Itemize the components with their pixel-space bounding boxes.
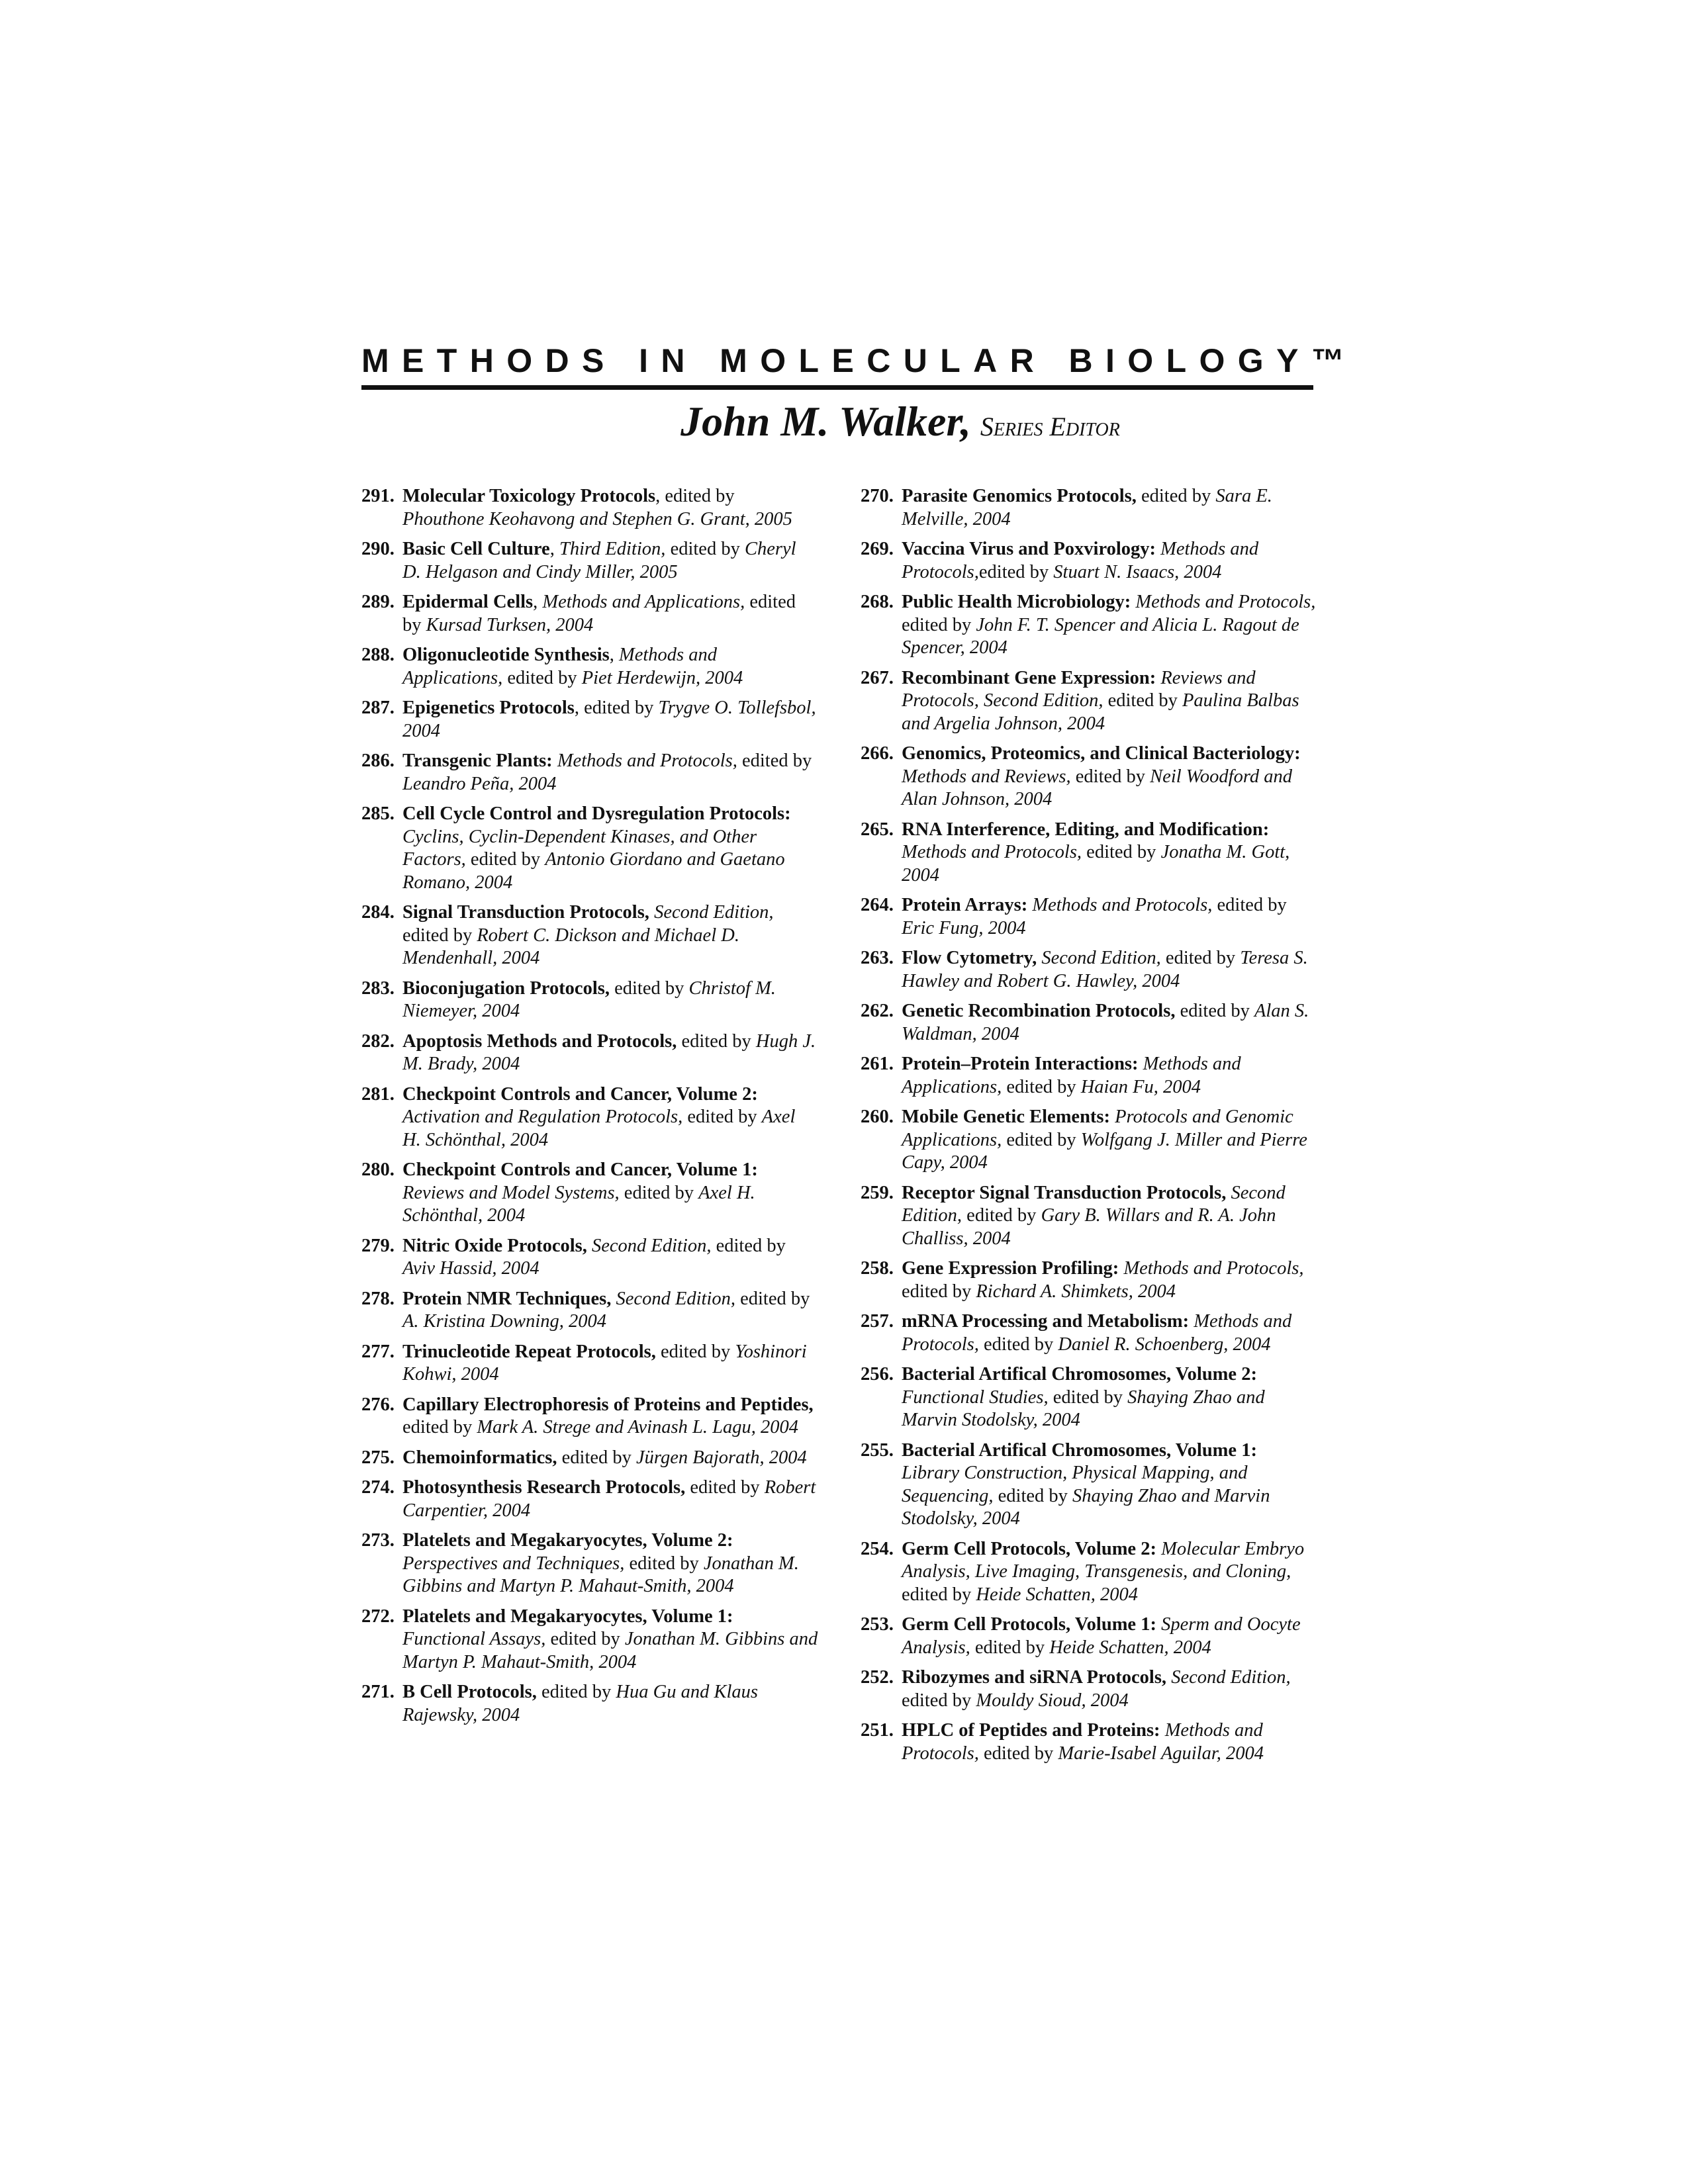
edited-by-label: edited by — [402, 925, 477, 946]
volume-editors: Alan S. Waldman, 2004 — [902, 1001, 1309, 1044]
edited-by-label: edited by — [711, 1235, 786, 1256]
volume-title: Recombinant Gene Expression: — [902, 667, 1156, 688]
series-volume-entry — [861, 1000, 1317, 1046]
volume-title: Platelets and Megakaryocytes, Volume 1: — [402, 1606, 733, 1627]
volume-editors: Jonatha M. Gott, 2004 — [902, 842, 1290, 886]
volume-number: 258. — [861, 1258, 894, 1279]
edited-by-label: edited by — [660, 1341, 735, 1362]
volume-number: 254. — [861, 1538, 894, 1559]
volume-title: Germ Cell Protocols, Volume 1: — [902, 1614, 1156, 1635]
volume-number: 288. — [361, 645, 395, 665]
space — [614, 645, 619, 665]
edited-by-label: edited by — [962, 1205, 1041, 1226]
series-volume-entry — [861, 1310, 1317, 1356]
volume-subtitle: Molecular Embryo Analysis, Live Imaging, Transgenesis, and Cloning, — [902, 1538, 1305, 1582]
volume-editors: Robert C. Dickson and Michael D. Mendenhall, 2004 — [402, 925, 739, 968]
series-volume-entry — [361, 978, 818, 1023]
series-volume-entry — [861, 1106, 1317, 1175]
edited-by-label: edited by — [978, 1334, 1058, 1355]
volume-subtitle: Second Edition, — [1171, 1667, 1291, 1688]
volume-editors: Heide Schatten, 2004 — [1049, 1637, 1211, 1658]
volume-title: Bacterial Artifical Chromosomes, Volume 1: — [902, 1439, 1257, 1461]
space — [656, 1342, 661, 1362]
volume-editors: Wolfgang J. Miller and Pierre Capy, 2004 — [902, 1129, 1307, 1173]
edited-by-label: edited by — [561, 1447, 637, 1468]
volume-number: 277. — [361, 1341, 395, 1362]
edited-by-label: edited by — [993, 1485, 1073, 1506]
volume-subtitle: Sperm and Oocyte Analysis, — [902, 1614, 1301, 1658]
volume-editors: Antonio Giordano and Gaetano Romano, 2004 — [402, 849, 785, 893]
series-volume-entry — [861, 1053, 1317, 1099]
volume-editors: Shaying Zhao and Marvin Stodolsky, 2004 — [902, 1485, 1270, 1529]
volume-title: Oligonucleotide Synthesis — [402, 645, 610, 665]
space — [537, 1682, 541, 1702]
title-separator: , — [574, 698, 580, 718]
volume-subtitle: Methods and Protocols, — [902, 539, 1259, 582]
editor-role: Series Editor — [980, 412, 1120, 441]
edited-by-label: edited by — [737, 751, 812, 771]
volume-subtitle: Methods and Applications, — [542, 592, 745, 612]
volume-title: Nitric Oxide Protocols, — [402, 1235, 587, 1256]
volume-title: Checkpoint Controls and Cancer, Volume 1: — [402, 1160, 758, 1180]
volume-editors: Paulina Balbas and Argelia Johnson, 2004 — [902, 690, 1299, 734]
volume-subtitle: Functional Assays, — [402, 1629, 546, 1649]
title-separator: , — [655, 486, 661, 506]
volume-title: Chemoinformatics, — [402, 1447, 557, 1468]
series-volume-entry — [861, 1363, 1317, 1432]
series-volume-entry — [361, 1235, 818, 1281]
volume-title: Checkpoint Controls and Cancer, Volume 2: — [402, 1083, 758, 1105]
space — [557, 1447, 562, 1468]
series-volume-entry — [361, 1394, 818, 1439]
volume-subtitle: Protocols and Genomic Applications, — [902, 1107, 1293, 1150]
volume-title: RNA Interference, Editing, and Modification: — [902, 819, 1270, 840]
edited-by-label: edited by — [619, 1182, 699, 1203]
volume-subtitle: Reviews and Protocols, Second Edition, — [902, 667, 1256, 711]
volume-title: Platelets and Megakaryocytes, Volume 2: — [402, 1530, 733, 1551]
volume-title: Protein Arrays: — [902, 895, 1028, 915]
volume-title: Mobile Genetic Elements: — [902, 1107, 1111, 1127]
volume-title: B Cell Protocols, — [402, 1682, 537, 1702]
volume-editors: Axel H. Schönthal, 2004 — [402, 1182, 755, 1226]
space — [1139, 1054, 1143, 1074]
series-volume-entry — [361, 1288, 818, 1334]
volume-number: 287. — [361, 698, 395, 718]
volume-number: 282. — [361, 1030, 395, 1052]
volume-title: Parasite Genomics Protocols, — [902, 486, 1137, 506]
edited-by-label: edited by — [1160, 948, 1241, 968]
edited-by-label: edited by — [735, 1288, 810, 1309]
title-separator: , — [609, 645, 614, 665]
volume-number: 275. — [361, 1447, 395, 1468]
volume-title: Cell Cycle Control and Dysregulation Protocols: — [402, 803, 791, 824]
volume-editors: Daniel R. Schoenberg, 2004 — [1058, 1334, 1271, 1355]
series-volume-entry — [861, 743, 1317, 811]
volume-editors: Neil Woodford and Alan Johnson, 2004 — [902, 766, 1292, 809]
volume-number: 263. — [861, 948, 894, 968]
space — [611, 1289, 616, 1309]
volume-editors: Phouthone Keohavong and Stephen G. Grant, 2005 — [402, 508, 792, 529]
volume-subtitle: Second Edition, — [616, 1288, 735, 1309]
left-column — [361, 485, 818, 1734]
series-volume-entry — [361, 1606, 818, 1674]
volume-subtitle: Cyclins, Cyclin-Dependent Kinases, and Other Factors, — [402, 826, 757, 870]
volume-editors: Piet Herdewijn, 2004 — [581, 667, 743, 688]
volume-editors: Leandro Peña, 2004 — [402, 773, 557, 794]
series-title: METHODS IN MOLECULAR BIOLOGY™ — [361, 342, 1358, 379]
volume-number: 278. — [361, 1288, 395, 1309]
volume-number: 268. — [861, 592, 894, 612]
volume-title: HPLC of Peptides and Proteins: — [902, 1720, 1160, 1741]
series-volume-entry — [361, 1681, 818, 1727]
series-volume-entry — [361, 1159, 818, 1228]
series-volume-entry — [361, 1529, 818, 1598]
series-volume-entry — [361, 1447, 818, 1470]
edited-by-label: edited by — [402, 592, 796, 635]
volume-number: 281. — [361, 1083, 395, 1105]
volume-subtitle: Library Construction, Physical Mapping, and Sequencing, — [902, 1463, 1248, 1506]
volume-number: 271. — [361, 1682, 395, 1702]
edited-by-label: edited by — [902, 614, 976, 635]
volume-title: Genetic Recombination Protocols, — [902, 1001, 1176, 1021]
series-volume-entry — [361, 1341, 818, 1387]
volume-editors: Jürgen Bajorath, 2004 — [636, 1447, 807, 1468]
volume-number: 264. — [861, 895, 894, 915]
volume-number: 289. — [361, 592, 395, 612]
volume-title: Signal Transduction Protocols, — [402, 902, 649, 923]
volume-subtitle: Second Edition, — [902, 1182, 1286, 1226]
edited-by-label: edited by — [681, 1030, 756, 1052]
volume-subtitle: Methods and Protocols, — [902, 1311, 1292, 1355]
title-separator: , — [533, 592, 538, 612]
edited-by-label: edited by — [614, 978, 689, 999]
series-volume-entry — [361, 901, 818, 970]
volume-subtitle: Methods and Protocols, — [902, 1720, 1263, 1764]
edited-by-label: edited by — [978, 561, 1054, 582]
series-volume-entry — [361, 591, 818, 637]
volume-title: Germ Cell Protocols, Volume 2: — [902, 1538, 1156, 1559]
volume-title: Receptor Signal Transduction Protocols, — [902, 1182, 1227, 1203]
space — [1160, 1720, 1165, 1741]
edited-by-label: edited by — [682, 1107, 762, 1127]
edited-by-label: edited by — [541, 1682, 616, 1702]
volume-editors: Christof M. Niemeyer, 2004 — [402, 978, 776, 1021]
edited-by-label: edited by — [1048, 1387, 1128, 1408]
volume-number: 252. — [861, 1667, 894, 1688]
volume-number: 279. — [361, 1235, 395, 1256]
editor-line — [0, 397, 1688, 446]
volume-subtitle: Activation and Regulation Protocols, — [402, 1107, 683, 1127]
volume-title: Epigenetics Protocols — [402, 698, 575, 718]
series-volume-entry — [861, 1538, 1317, 1607]
volume-number: 265. — [861, 819, 894, 840]
volume-title: Public Health Microbiology: — [902, 592, 1131, 612]
volume-subtitle: Reviews and Model Systems, — [402, 1182, 620, 1203]
series-volume-entry — [361, 697, 818, 743]
volume-editors: Mouldy Sioud, 2004 — [976, 1690, 1129, 1711]
series-volume-entry — [861, 1719, 1317, 1765]
series-volume-entry — [361, 485, 818, 531]
edited-by-label: edited by — [902, 1281, 976, 1302]
edited-by-label: edited by — [665, 486, 735, 506]
space — [649, 902, 654, 923]
volume-number: 255. — [861, 1439, 894, 1461]
volume-editors: Kursad Turksen, 2004 — [426, 614, 594, 635]
volume-number: 276. — [361, 1394, 395, 1415]
volume-editors: Cheryl D. Helgason and Cindy Miller, 2005 — [402, 539, 796, 582]
edited-by-label: edited by — [978, 1743, 1058, 1764]
edited-by-label: edited by — [1002, 1129, 1081, 1150]
space — [553, 751, 557, 771]
volume-number: 257. — [861, 1311, 894, 1332]
volume-subtitle: Methods and Protocols, — [1135, 592, 1316, 612]
series-volume-entry — [861, 538, 1317, 584]
volume-subtitle: Third Edition, — [559, 539, 666, 559]
title-rule — [361, 385, 1313, 390]
volume-title: Molecular Toxicology Protocols — [402, 486, 656, 506]
volume-title: Protein NMR Techniques, — [402, 1288, 612, 1309]
volume-number: 290. — [361, 539, 395, 559]
volume-editors: Yoshinori Kohwi, 2004 — [402, 1341, 807, 1385]
series-volume-entry — [361, 1030, 818, 1076]
volume-editors: John F. T. Spencer and Alicia L. Ragout de Spencer, 2004 — [902, 614, 1299, 658]
volume-editors: Hugh J. M. Brady, 2004 — [402, 1030, 816, 1074]
volume-title: Protein–Protein Interactions: — [902, 1054, 1139, 1074]
edited-by-label: edited by — [1180, 1001, 1254, 1021]
volume-number: 284. — [361, 902, 395, 923]
edited-by-label: edited by — [690, 1477, 765, 1498]
volume-title: Genomics, Proteomics, and Clinical Bacteriology: — [902, 743, 1301, 764]
title-separator: , — [549, 539, 555, 559]
volume-number: 260. — [861, 1107, 894, 1127]
volume-number: 251. — [861, 1720, 894, 1741]
series-volume-entry — [861, 667, 1317, 736]
space — [555, 539, 559, 559]
volume-editors: Trygve O. Tollefsbol, 2004 — [402, 698, 816, 741]
volume-editors: Hua Gu and Klaus Rajewsky, 2004 — [402, 1682, 758, 1725]
edited-by-label: edited by — [624, 1553, 704, 1574]
volume-subtitle: Methods and Applications, — [902, 1054, 1241, 1097]
series-volume-entry — [861, 947, 1317, 993]
volume-title: Bioconjugation Protocols, — [402, 978, 610, 999]
series-volume-entry — [861, 485, 1317, 531]
volume-number: 253. — [861, 1614, 894, 1635]
volume-editors: Marie-Isabel Aguilar, 2004 — [1058, 1743, 1264, 1764]
volume-editors: Shaying Zhao and Marvin Stodolsky, 2004 — [902, 1387, 1265, 1430]
volume-number: 280. — [361, 1160, 395, 1180]
volume-title: Basic Cell Culture — [402, 539, 550, 559]
series-volume-entry — [361, 644, 818, 690]
series-volume-entry — [361, 538, 818, 584]
volume-subtitle: Functional Studies, — [902, 1387, 1049, 1408]
volume-number: 262. — [861, 1001, 894, 1021]
volume-number: 269. — [861, 539, 894, 559]
volume-number: 261. — [861, 1054, 894, 1074]
edited-by-label: edited by — [402, 1417, 477, 1437]
volume-editors: Teresa S. Hawley and Robert G. Hawley, 2004 — [902, 948, 1308, 991]
volume-subtitle: Methods and Applications, — [402, 645, 718, 688]
series-volume-entry — [861, 1182, 1317, 1251]
volume-number: 283. — [361, 978, 395, 999]
volume-number: 267. — [861, 667, 894, 688]
volume-editors: Stuart N. Isaacs, 2004 — [1053, 561, 1222, 582]
volume-subtitle: Methods and Protocols, — [1032, 895, 1213, 915]
edited-by-label: edited by — [465, 849, 545, 870]
series-volume-entry — [861, 1614, 1317, 1659]
volume-title: mRNA Processing and Metabolism: — [902, 1311, 1190, 1332]
volume-editors: Aviv Hassid, 2004 — [402, 1258, 539, 1279]
volume-title: Capillary Electrophoresis of Proteins and Peptides, — [402, 1394, 814, 1415]
volume-title: Bacterial Artifical Chromosomes, Volume 2: — [902, 1364, 1257, 1385]
volume-number: 272. — [361, 1606, 395, 1627]
edited-by-label: edited by — [584, 698, 659, 718]
volume-number: 274. — [361, 1477, 395, 1498]
space — [587, 1236, 592, 1256]
volume-title: Gene Expression Profiling: — [902, 1258, 1119, 1279]
space — [1175, 1001, 1180, 1021]
edited-by-label: edited by — [1070, 766, 1150, 787]
volume-title: Transgenic Plants: — [402, 751, 553, 771]
volume-title: Photosynthesis Research Protocols, — [402, 1477, 686, 1498]
edited-by-label: edited by — [902, 1584, 976, 1605]
volume-editors: Eric Fung, 2004 — [902, 917, 1026, 938]
series-volume-entry — [361, 803, 818, 894]
series-volume-entry — [861, 819, 1317, 887]
right-column — [861, 485, 1317, 1772]
edited-by-label: edited by — [545, 1629, 625, 1649]
space — [1156, 1539, 1161, 1559]
volume-editors: Sara E. Melville, 2004 — [902, 486, 1272, 529]
volume-editors: Jonathan M. Gibbins and Martyn P. Mahaut-Smith, 2004 — [402, 1553, 799, 1596]
volume-title: Flow Cytometry, — [902, 948, 1037, 968]
edited-by-label: edited by — [1141, 486, 1216, 506]
volume-number: 273. — [361, 1530, 395, 1551]
volume-title: Epidermal Cells — [402, 592, 534, 612]
volume-title: Ribozymes and siRNA Protocols, — [902, 1667, 1167, 1688]
volume-editors: Jonathan M. Gibbins and Martyn P. Mahaut-Smith, 2004 — [402, 1629, 818, 1672]
edited-by-label: edited by — [1082, 842, 1161, 862]
edited-by-label: edited by — [1002, 1076, 1081, 1097]
volume-subtitle: Second Edition, — [592, 1235, 712, 1256]
volume-number: 266. — [861, 743, 894, 764]
volume-editors: Haian Fu, 2004 — [1080, 1076, 1201, 1097]
volume-editors: Mark A. Strege and Avinash L. Lagu, 2004 — [477, 1417, 798, 1437]
edited-by-label: edited by — [902, 1690, 976, 1711]
series-volume-entry — [361, 750, 818, 796]
volume-editors: Heide Schatten, 2004 — [976, 1584, 1138, 1605]
volume-subtitle: Methods and Protocols, — [557, 751, 737, 771]
series-volume-entry — [861, 591, 1317, 660]
edited-by-label: edited by — [665, 539, 745, 559]
series-volume-entry — [861, 1666, 1317, 1712]
series-volume-entry — [861, 1257, 1317, 1303]
volume-title: Trinucleotide Repeat Protocols, — [402, 1341, 656, 1362]
edited-by-label: edited by — [970, 1637, 1050, 1658]
edited-by-label: edited by — [1103, 690, 1182, 711]
volume-editors: Gary B. Willars and R. A. John Challiss, 2004 — [902, 1205, 1276, 1249]
series-volume-entry — [361, 1477, 818, 1522]
volume-editors: Robert Carpentier, 2004 — [402, 1477, 816, 1521]
series-volume-entry — [361, 1083, 818, 1152]
volume-title: Vaccina Virus and Poxvirology: — [902, 539, 1156, 559]
volume-number: 286. — [361, 751, 395, 771]
volume-number: 259. — [861, 1182, 894, 1203]
volume-title: Apoptosis Methods and Protocols, — [402, 1030, 677, 1052]
volume-number: 256. — [861, 1364, 894, 1385]
volume-subtitle: Methods and Protocols, — [902, 842, 1082, 862]
volume-subtitle: Methods and Protocols, — [1123, 1258, 1304, 1279]
series-volume-entry — [861, 1439, 1317, 1531]
volume-subtitle: Second Edition, — [1041, 948, 1161, 968]
volume-editors: A. Kristina Downing, 2004 — [402, 1311, 606, 1332]
volume-number: 270. — [861, 486, 894, 506]
volume-subtitle: Methods and Reviews, — [902, 766, 1071, 787]
series-volume-entry — [861, 894, 1317, 940]
editor-name: John M. Walker, — [680, 398, 971, 445]
volume-subtitle: Second Edition, — [654, 902, 774, 923]
edited-by-label: edited by — [1212, 895, 1287, 915]
volume-number: 291. — [361, 486, 395, 506]
space — [1137, 486, 1141, 506]
volume-editors: Axel H. Schönthal, 2004 — [402, 1107, 796, 1150]
volume-editors: Richard A. Shimkets, 2004 — [976, 1281, 1176, 1302]
space — [1156, 1614, 1161, 1635]
edited-by-label: edited by — [502, 667, 582, 688]
volume-subtitle: Perspectives and Techniques, — [402, 1553, 625, 1574]
volume-number: 285. — [361, 803, 395, 824]
